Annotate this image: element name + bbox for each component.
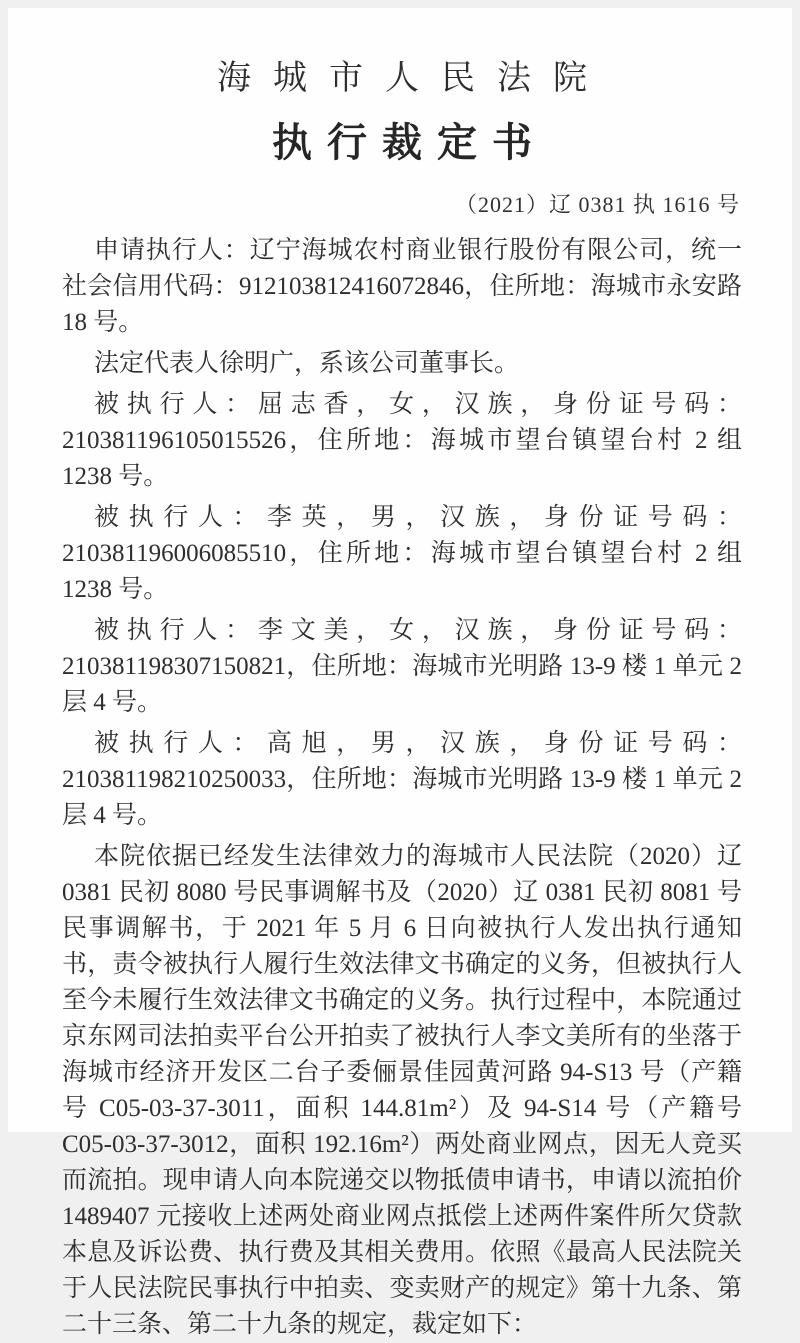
case-number: （2021）辽 0381 执 1616 号: [454, 192, 740, 217]
paragraph-respondent-4: 被执行人：高旭，男，汉族，身份证号码：210381198210250033，住所地：海城市光明路 13-9 楼 1 单元 2 层 4 号。: [62, 730, 742, 829]
paragraph-respondent-2: 被执行人：李英，男，汉族，身份证号码：210381196006085510，住所地：海城市望台镇望台村 2 组 1238 号。: [62, 504, 742, 603]
paragraph-respondent-3: 被执行人：李文美，女，汉族，身份证号码：210381198307150821，住所地：海城市光明路 13-9 楼 1 单元 2 层 4 号。: [62, 617, 742, 716]
paragraph-ruling-basis: 本院依据已经发生法律效力的海城市人民法院（2020）辽 0381 民初 8080 号民事调解书及（2020）辽 0381 民初 8081 号民事调解书，于 2021 年 5 月 6 日向被执行人发出执行通知书，责令被执行人履行生效法律文书确定的义务，但被执行人至今未履行生效法律文书确定的义务。执行过程中，本院通过京东网司法拍卖平台公开拍卖了被执行人李文美所有的坐落于海城市经济开发区二台子委俪景佳园黄河路 94-S13 号（产籍号 C05-03-37-3011，面积 144.81m²）及 94-S14 号（产籍号 C05-03-37-3012，面积 192.16m²）两处商业网点，因无人竞买而流拍。现申请人向本院递交以物抵债申请书，申请以流拍价 1489407 元接收上述两处商业网点抵偿上述两件案件所欠贷款本息及诉讼费、执行费及其相关费用。依照《最高人民法院关于人民法院民事执行中拍卖、变卖财产的规定》第十九条、第二十三条、第二十九条的规定，裁定如下：: [62, 843, 742, 1338]
document-body: [62, 233, 742, 1343]
court-name: 海城市人民法院: [217, 60, 609, 97]
paragraph-legal-representative: 法定代表人徐明广，系该公司董事长。: [94, 350, 520, 377]
paragraph-applicant: 申请执行人：辽宁海城农村商业银行股份有限公司，统一社会信用代码：912103812416072846，住所地：海城市永安路 18 号。: [62, 237, 742, 336]
paragraph-respondent-1: 被执行人：屈志香，女，汉族，身份证号码：210381196105015526，住所地：海城市望台镇望台村 2 组 1238 号。: [62, 391, 742, 490]
document-content: [8, 8, 792, 1343]
document-page: [8, 8, 792, 1338]
document-header: [62, 50, 742, 219]
document-title: 执行裁定书: [272, 120, 547, 165]
